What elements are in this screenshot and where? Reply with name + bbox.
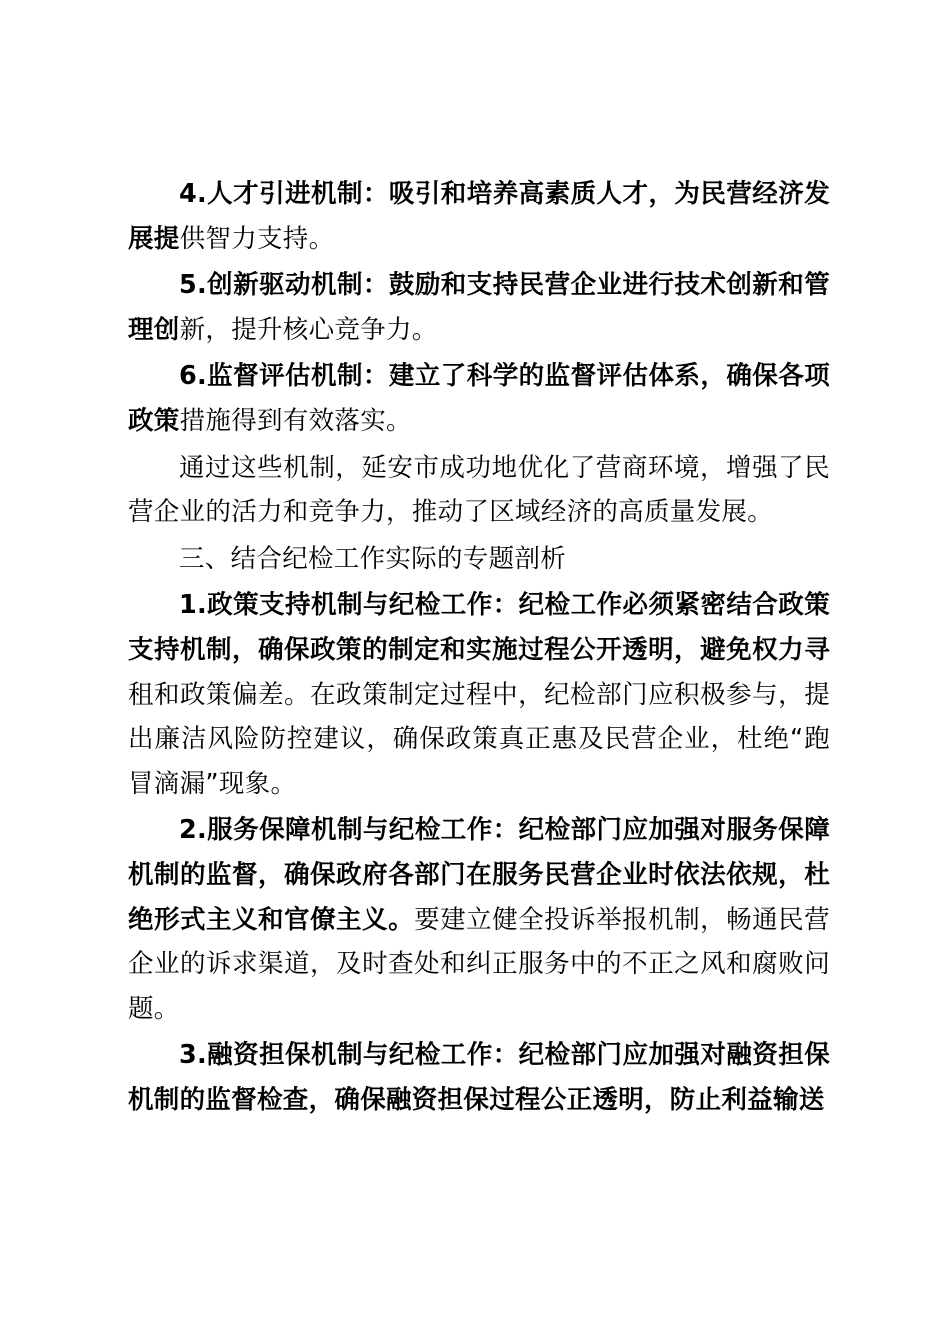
- paragraph-talent-mechanism: [128, 172, 830, 261]
- section-heading: [128, 537, 830, 582]
- paragraph-text: 要建立健全投诉举报机制，畅通民营企业的诉求渠道，及时查处和纠正服务中的不正之风和腐败问题。: [128, 904, 830, 1024]
- paragraph-bold-text: 2.服务保障机制与纪检工作：纪检部门应加强对服务保障机制的监督，确保政府各部门在服务民营企业时依法依规，杜绝形式主义和官僚主义。: [128, 815, 830, 935]
- paragraph-text: 通过这些机制，延安市成功地优化了营商环境，增强了民营企业的活力和竞争力，推动了区域经济的高质量发展。: [128, 452, 830, 528]
- paragraph-innovation-mechanism: [128, 263, 830, 352]
- paragraph-text: 供智力支持。: [179, 223, 335, 254]
- paragraph-bold-text: 5.创新驱动机制：鼓励和支持民营企业进行技术创新和管理创: [128, 270, 830, 345]
- paragraph-summary: [128, 446, 830, 535]
- paragraph-bold-text: 1.政策支持机制与纪检工作：纪检工作必须紧密结合政策支持机制，确保政策的制定和实施过程公开透明，避免权力寻: [128, 590, 830, 665]
- paragraph-bold-text: 4.人才引进机制：吸引和培养高素质人才，为民营经济发展提: [128, 179, 830, 254]
- paragraph-financing-discipline: [128, 1033, 830, 1122]
- paragraph-bold-text: 6.监督评估机制：建立了科学的监督评估体系，确保各项政策: [128, 361, 830, 436]
- paragraph-text: 新，提升核心竞争力。: [179, 314, 438, 345]
- paragraph-policy-discipline: [128, 583, 830, 806]
- section-heading-text: 三、结合纪检工作实际的专题剖析: [179, 543, 567, 574]
- paragraph-service-discipline: [128, 808, 830, 1031]
- document-page: [128, 172, 830, 1122]
- paragraph-supervision-mechanism: [128, 354, 830, 443]
- paragraph-text: 租和政策偏差。在政策制定过程中，纪检部门应积极参与，提出廉洁风险防控建议，确保政策真正惠及民营企业，杜绝“跑冒滴漏”现象。: [128, 679, 830, 799]
- paragraph-text: 措施得到有效落实。: [179, 405, 412, 436]
- paragraph-bold-text: 3.融资担保机制与纪检工作：纪检部门应加强对融资担保机制的监督检查，确保融资担保过程公正透明，防止利益输送: [128, 1040, 830, 1115]
